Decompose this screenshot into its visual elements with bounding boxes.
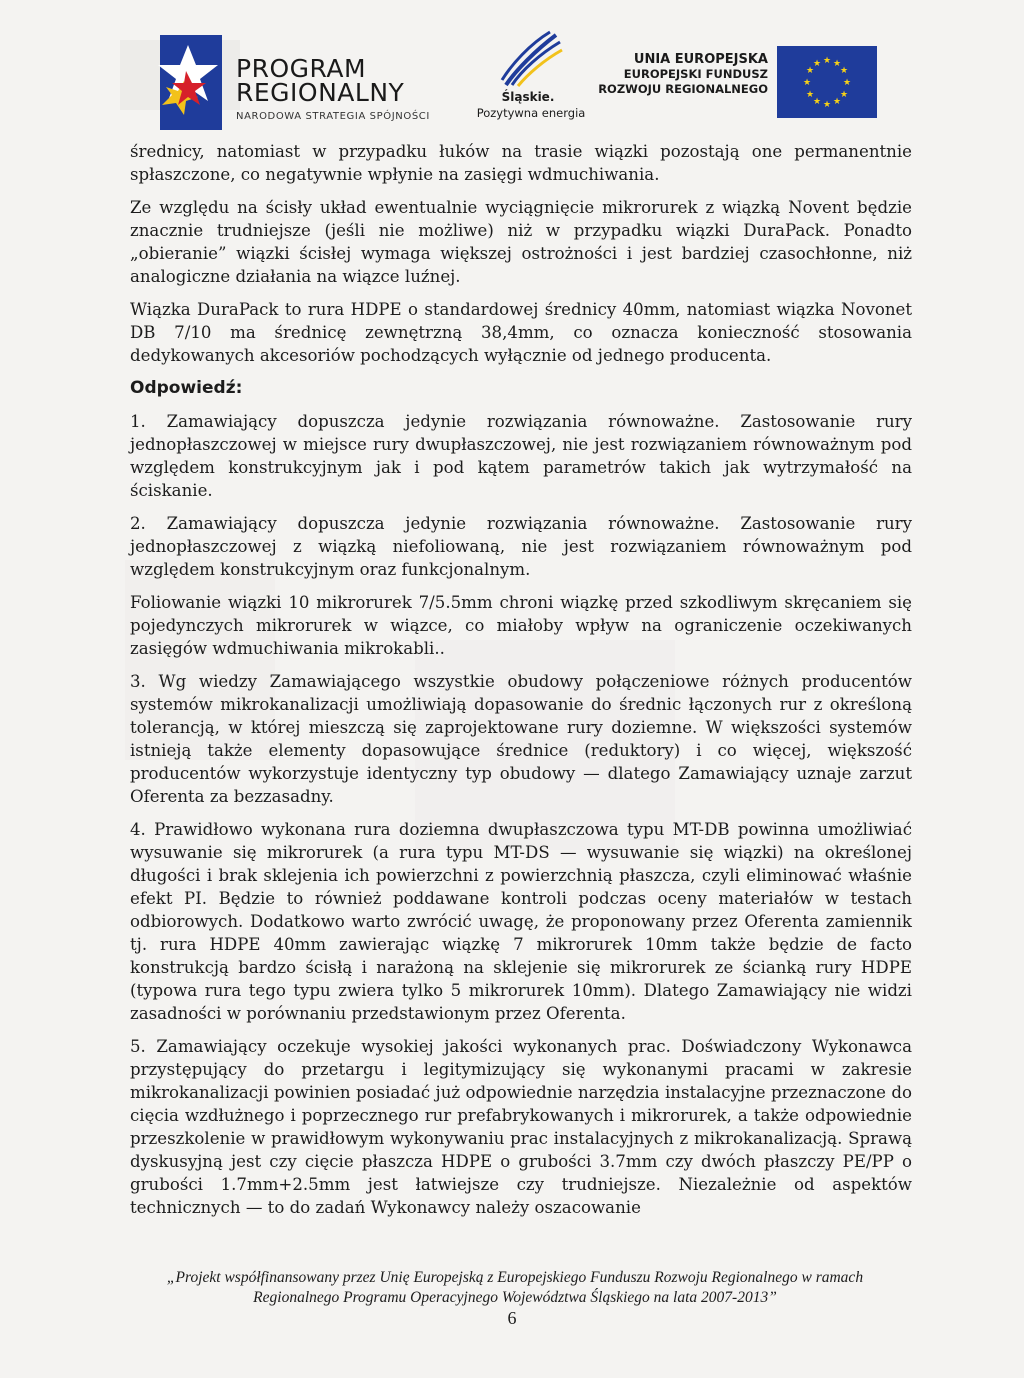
answer-4: 4. Prawidłowo wykonana rura doziemna dwupłaszczowa typu MT-DB powinna umożliwiać wysuwanie się mikrorurek (a rura typu MT-DS — wysuwanie się wiązki) na określonej długości i brak sklejenia ich powierzchni z powierzchnią płaszcza, czyli eliminować właśnie efekt PI. Będzie to również poddawane kontroli podczas oceny materiałów w testach odbiorowych. Dodatkowo warto zwrócić uwagę, że proponowany przez Oferenta zamiennik tj. rura HDPE 40mm zawierając wiązkę 7 mikrorurek 10mm także będzie de facto konstrukcją bardzo ścisłą i narażoną na sklejenie się mikrorurek ze ścianką rury HDPE (typowa rura tego typu zwiera tylko 5 mikrorurek 10mm). Dlatego Zamawiający nie widzi zasadności w porównaniu przedstawionym przez Oferenta. (130, 820, 912, 1023)
answer-1: 1. Zamawiający dopuszcza jedynie rozwiązania równoważne. Zastosowanie rury jednopłaszczowej w miejsce rury dwupłaszczowej, nie jest rozwiązaniem równoważnym pod względem konstrukcyjnym jak i pod kątem parametrów takich jak wytrzymałość na ściskanie. (130, 412, 912, 500)
program-regionalny-logo (148, 35, 448, 130)
page-header (0, 0, 1024, 135)
eu-logo-line2: EUROPEJSKI FUNDUSZ (623, 67, 768, 81)
svg-text:★: ★ (805, 66, 815, 76)
program-logo-line1: PROGRAM (236, 54, 367, 83)
page-footer (100, 1268, 930, 1308)
svg-text:★: ★ (842, 78, 852, 88)
svg-text:★: ★ (839, 90, 849, 100)
answer-5: 5. Zamawiający oczekuje wysokiej jakości wykonanych prac. Doświadczony Wykonawca przystępujący do przetargu i legitymizujący się wykonanymi pracami w zakresie mikrokanalizacji powinien posiadać już odpowiednie narzędzia instalacyjne przeznaczone do cięcia wzdłużnego i poprzecznego rur prefabrykowanych i mikrorurek, a także odpowiednie przeszkolenie w prawidłowym wykonywaniu prac instalacyjnych z mikrokanalizacją. Sprawą dyskusyjną jest czy cięcie płaszcza HDPE o grubości 3.7mm czy dwóch płaszczy PE/PP o grubości 1.7mm+2.5mm jest łatwiejsze czy trudniejsze. Niezależnie od aspektów technicznych — to do zadań Wykonawcy należy oszacowanie (130, 1037, 912, 1217)
document-body (130, 140, 912, 1219)
page-number: 6 (507, 1308, 517, 1328)
svg-text:★: ★ (802, 78, 812, 88)
slaskie-logo (476, 30, 586, 130)
answer-heading: Odpowiedź: (130, 378, 243, 398)
svg-text:★: ★ (805, 90, 815, 100)
answer-2: 2. Zamawiający dopuszcza jedynie rozwiązania równoważne. Zastosowanie rury jednopłaszczowej z wiązką niefoliowaną, nie jest rozwiązaniem równoważnym pod względem konstrukcyjnym oraz funkcjonalnym. (130, 514, 912, 579)
answer-2-continuation: Foliowanie wiązki 10 mikrorurek 7/5.5mm chroni wiązkę przed szkodliwym skręcaniem się pojedynczych mikrorurek w wiązce, co miałoby wpływ na ograniczenie oczekiwanych zasięgów wdmuchiwania mikrokabli.. (130, 593, 912, 658)
program-logo-text (236, 54, 430, 122)
eu-logo-line3: ROZWOJU REGIONALNEGO (598, 82, 768, 96)
eu-logo (590, 46, 890, 126)
program-logo-line2: REGIONALNY (236, 78, 405, 107)
slaskie-swirl-icon (496, 30, 566, 90)
svg-text:★: ★ (822, 100, 832, 110)
program-logo-subtitle: NARODOWA STRATEGIA SPÓJNOŚCI (236, 111, 430, 122)
eu-logo-text (598, 52, 768, 97)
svg-text:★: ★ (822, 56, 832, 66)
svg-text:★: ★ (812, 97, 822, 107)
program-star-icon (148, 35, 228, 130)
svg-text:★: ★ (812, 59, 822, 69)
slaskie-name: Śląskie. (501, 90, 555, 104)
footer-line2: Regionalnego Programu Operacyjnego Województwa Śląskiego na lata 2007-2013” (253, 1289, 777, 1306)
footer-line1: „Projekt współfinansowany przez Unię Europejską z Europejskiego Funduszu Rozwoju Regionalnego w ramach (166, 1269, 864, 1286)
answer-3: 3. Wg wiedzy Zamawiającego wszystkie obudowy połączeniowe różnych producentów systemów mikrokanalizacji umożliwiają dopasowanie do średnic łączonych rur z określoną tolerancją, w której mieszczą się zaprojektowane rury doziemne. W większości systemów istnieją także elementy dopasowujące średnice (reduktory) i co więcej, większość producentów wykorzystuje identyczny typ obudowy — dlatego Zamawiający uznaje zarzut Oferenta za bezzasadny. (130, 672, 912, 806)
svg-text:★: ★ (839, 66, 849, 76)
svg-text:★: ★ (832, 97, 842, 107)
paragraph: średnicy, natomiast w przypadku łuków na trasie wiązki pozostają one permanentnie spłaszczone, co negatywnie wpłynie na zasięgi wdmuchiwania. (130, 142, 912, 184)
slaskie-tagline: Pozytywna energia (476, 106, 586, 120)
svg-text:★: ★ (832, 59, 842, 69)
eu-logo-line1: UNIA EUROPEJSKA (633, 52, 768, 67)
paragraph: Ze względu na ścisły układ ewentualnie wyciągnięcie mikrorurek z wiązką Novent będzie znacznie trudniejsze (jeśli nie możliwe) niż w przypadku wiązki DuraPack. Ponadto „obieranie” wiązki ścisłej wymaga większej ostrożności i jest bardziej czasochłonne, niż analogiczne działania na wiązce luźnej. (130, 198, 912, 286)
paragraph: Wiązka DuraPack to rura HDPE o standardowej średnicy 40mm, natomiast wiązka Novonet DB 7/10 ma średnicę zewnętrzną 38,4mm, co oznacza konieczność stosowania dedykowanych akcesoriów pochodzących wyłącznie od jednego producenta. (130, 300, 912, 365)
eu-flag-icon (777, 46, 877, 118)
